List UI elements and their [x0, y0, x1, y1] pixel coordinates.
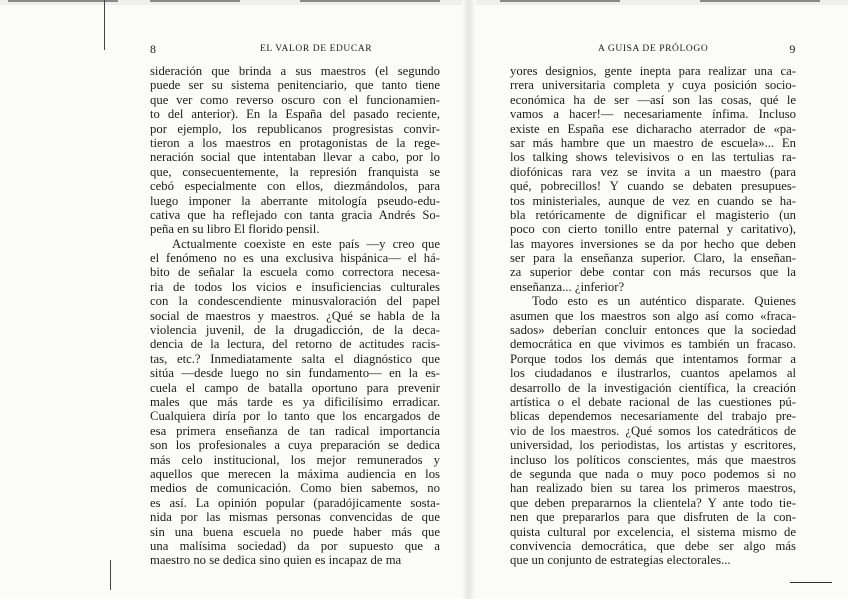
text-line: za superior debe contar con más recursos que la: [510, 265, 796, 280]
text-line: poco con cierto tonillo entre paternal y caritativo),: [510, 222, 796, 237]
text-line: ria de todos los vicios e insuficiencias culturales: [150, 279, 440, 294]
text-line: tas, etc.? Inmediatamente salta el diagnóstico que: [150, 351, 440, 366]
text-line: de segunda que nada o muy poco podemos si no: [510, 466, 796, 481]
text-line: tieron a los maestros en protagonistas de la rege-: [150, 135, 440, 150]
text-line: rrera universitaria completa y cuya posición socio-: [510, 78, 796, 93]
text-line: han realizado bien su tarea los primeros maestros,: [510, 481, 796, 496]
text-line: puede ser su sistema penitenciario, que tanto tiene: [150, 78, 440, 93]
text-line: desarrollo de la investigación científica, la creación: [510, 380, 796, 395]
text-line: una malísima sociedad) da por supuesto que a: [150, 538, 440, 553]
text-line: vamos a hacer!— necesariamente ínfima. Incluso: [510, 107, 796, 122]
text-line: dencia de la lectura, del retorno de actitudes racis-: [150, 337, 440, 352]
text-line: artística o el debate racional de las cuestiones pú-: [510, 394, 796, 409]
text-line: bla retóricamente de dignificar el magisterio (un: [510, 207, 796, 222]
text-line: peña en su libro El florido pensil.: [150, 222, 320, 237]
left-page: [150, 44, 440, 568]
text-line: ser para la enseñanza superior. Claro, la enseñan-: [510, 251, 796, 266]
text-line: las mayores inversiones se da por hecho que deben: [510, 236, 796, 251]
text-line: convivencia democrática, que debe ser algo más: [510, 538, 796, 553]
running-head: A GUISA DE PRÓLOGO: [598, 44, 709, 54]
text-line: qué, pobrecillos! Y cuando se debaten presupues-: [510, 179, 796, 194]
text-line: yores designios, gente inepta para realizar una ca-: [510, 64, 796, 78]
scan-edge-mark: [110, 560, 111, 590]
text-line: sar más hambre que un maestro de escuela»... En: [510, 135, 796, 150]
text-line: sin una buena escuela no puede haber más que: [150, 524, 440, 539]
text-line: to del anterior). En la España del pasado reciente,: [150, 107, 440, 122]
text-line: Porque todos los demás que intentamos formar a: [510, 351, 796, 366]
scan-edge-mark: [104, 0, 105, 50]
text-line: más celo institucional, los mejor remunerados y: [150, 452, 440, 467]
text-line: sideración que brinda a sus maestros (el segundo: [150, 64, 440, 78]
bottom-right-rule: [790, 582, 832, 583]
text-line: sitúa —desde luego no sin fundamento— en la es-: [150, 366, 440, 381]
text-line: aquellos que merecen la máxima audiencia en los: [150, 466, 440, 481]
text-line: cebó especialmente con ellos, diezmándolos, para: [150, 179, 440, 194]
left-page-body: [150, 64, 440, 568]
text-line: es así. La opinión popular (paradójicamente sosta-: [150, 495, 440, 510]
text-line: incluso los políticos conscientes, más que maestros: [510, 452, 796, 467]
text-line: medios de comunicación. Como bien sabemos, no: [150, 481, 440, 496]
text-line: sados» deberían concluir entonces que la sociedad: [510, 323, 796, 338]
text-line: cuela el campo de batalla oportuno para prevenir: [150, 380, 440, 395]
book-gutter: [462, 0, 476, 599]
text-line: con la condescendiente minusvaloración del papel: [150, 294, 440, 309]
text-line: quista cultural por excelencia, el sistema mismo de: [510, 524, 796, 539]
text-line: social de maestros y maestros. ¿Qué se habla de la: [150, 308, 440, 323]
text-line: tos ministeriales, aunque de vez en cuando se ha-: [510, 193, 796, 208]
text-line: bito de señalar la escuela como correctora necesa-: [150, 265, 440, 280]
text-line: que, consecuentemente, la represión franquista se: [150, 164, 440, 179]
right-page-header: [510, 44, 796, 60]
text-line: vio de los maestros. ¿Qué somos los catedráticos de: [510, 423, 796, 438]
page-number: 9: [789, 42, 796, 56]
left-page-header: [150, 44, 440, 60]
text-line: cativa que ha reflejado con tanta gracia Andrés So-: [150, 207, 440, 222]
text-line: enseñanza... ¿inferior?: [510, 279, 625, 294]
text-line: los talking shows televisivos o en las tertulias ra-: [510, 150, 796, 165]
text-line: que ver como reverso oscuro con el funcionamien-: [150, 92, 440, 107]
text-line: violencia juvenil, de la drugadicción, de la deca-: [150, 323, 440, 338]
text-line: blicas dependemos necesariamente del trabajo pre-: [510, 409, 796, 424]
text-line: asumen que los maestros son algo así como «fraca-: [510, 308, 796, 323]
text-line: el fenómeno no es una exclusiva hispánica— el há-: [150, 251, 440, 266]
text-line: luego imponer la aberrante mitología pseudo-edu-: [150, 193, 440, 208]
text-line: males que más tarde es ya dificilísimo erradicar.: [150, 394, 440, 409]
page-number: 8: [150, 42, 157, 56]
text-line: económica ha de ser —así son las cosas, qué le: [510, 92, 796, 107]
text-line: Actualmente coexiste en este país —y creo que: [172, 236, 440, 251]
text-line: diofónicas rara vez se invita a un maestro (para: [510, 164, 796, 179]
text-line: maestro no se dedica sino quien es incapaz de ma: [150, 553, 402, 568]
text-line: neración social que intentaban llevar a cabo, por lo: [150, 150, 440, 165]
text-line: nen que prepararlos para que disfruten de la con-: [510, 510, 796, 525]
right-page: [510, 44, 796, 568]
text-line: son los profesionales a cuya preparación se dedica: [150, 438, 440, 453]
text-line: esa primera enseñanza de tan radical importancia: [150, 423, 440, 438]
text-line: que un conjunto de estrategias electorales...: [510, 553, 731, 568]
running-head: EL VALOR DE EDUCAR: [260, 44, 373, 54]
text-line: por ejemplo, los republicanos progresistas convir-: [150, 121, 440, 136]
scan-top-strip: [0, 0, 848, 5]
text-line: universidad, los periodistas, los artistas y escritores,: [510, 438, 796, 453]
text-line: democrática en que vivimos es también un fracaso.: [510, 337, 796, 352]
text-line: los ciudadanos e ilustrarlos, cuantos apelamos al: [510, 366, 796, 381]
text-line: que deben prepararnos la clientela? Y ante todo tie-: [510, 495, 796, 510]
text-line: Todo esto es un auténtico disparate. Quienes: [532, 294, 796, 309]
text-line: Cualquiera diría por lo tanto que los encargados de: [150, 409, 440, 424]
text-line: existe en España ese dicharacho aterrador de «pa-: [510, 121, 796, 136]
text-line: nida por las mismas personas convencidas de que: [150, 510, 440, 525]
right-page-body: [510, 64, 796, 568]
